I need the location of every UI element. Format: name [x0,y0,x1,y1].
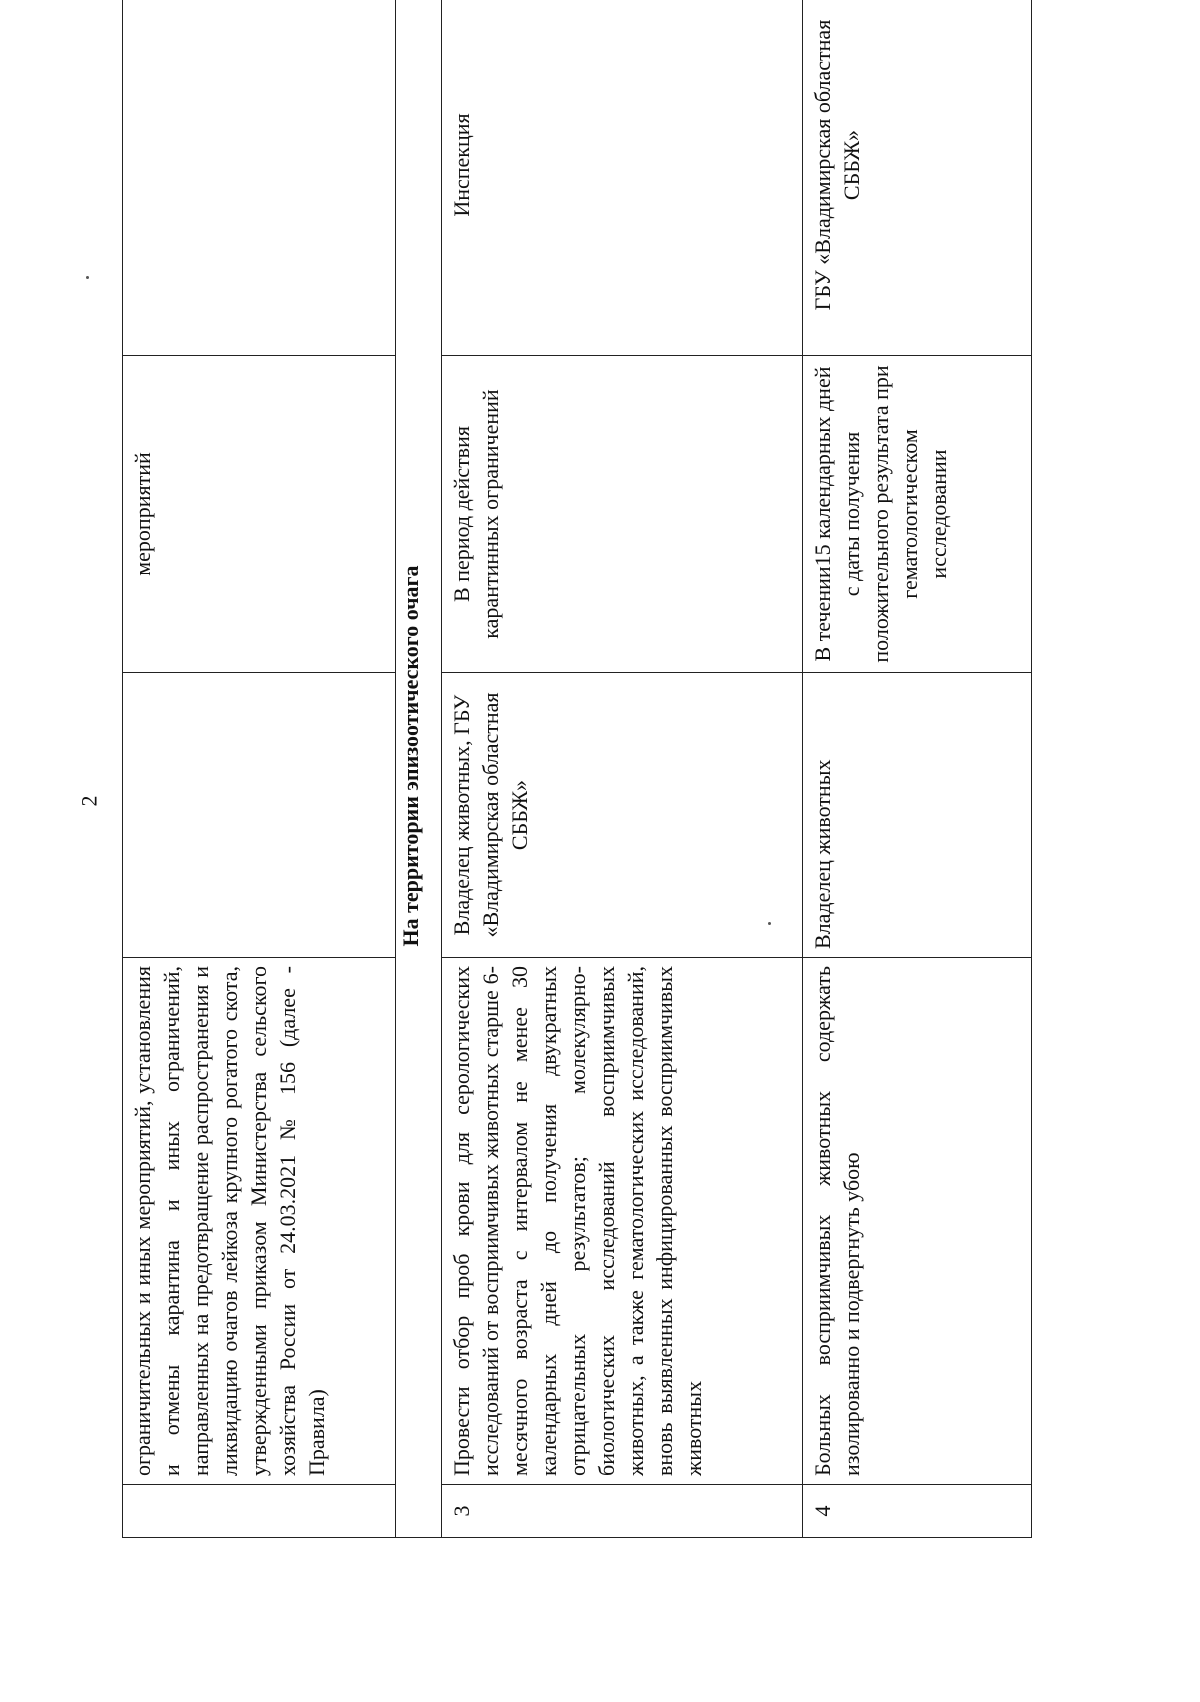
term-cell: мероприятий [123,356,396,673]
control-cell: ГБУ «Владимирская областная СББЖ» [802,0,1031,356]
term-cell: В период действия карантинных ограничений [441,356,802,673]
page-number: 2 [76,795,102,807]
table-row [123,0,396,1538]
table-row [802,0,1031,1538]
row-number: 3 [441,1485,802,1538]
action-cell: ограничительных и иных мероприятий, установления и отмены карантина и иных ограничений, направленных на предотвращение распространения и ликвидацию очагов лейкоза крупного рогатого скота, утвержденными приказом Министерства сельского хозяйства России от 24.03.2021 № 156 (далее - Правила) [123,958,396,1485]
measures-table [122,0,1032,1538]
control-cell [123,0,396,356]
row-number [123,1485,396,1538]
control-cell: Инспекция [441,0,802,356]
rotated-table-sheet [122,19,1032,1538]
section-row [396,0,442,1538]
responsible-cell: Владелец животных [802,673,1031,958]
action-cell: Провести отбор проб крови для серологических исследований от восприимчивых животных старше 6-месячного возраста с интервалом не менее 30 календарных дней до получения двукратных отрицательных результатов; молекулярно-биологических исследований восприимчивых животных, а также гематологических исследований, вновь выявленных инфицированных восприимчивых животных [441,958,802,1485]
row-number: 4 [802,1485,1031,1538]
term-cell: В течении15 календарных дней с даты получения положительного результата при гематологическом исследовании [802,356,1031,673]
responsible-cell: Владелец животных, ГБУ «Владимирская областная СББЖ» [441,673,802,958]
section-title: На территории эпизоотического очага [396,0,442,1538]
scan-speck [86,276,89,279]
responsible-cell [123,673,396,958]
action-cell: Больных восприимчивых животных содержать изолированно и подвергнуть убою [802,958,1031,1485]
table-row [441,0,802,1538]
